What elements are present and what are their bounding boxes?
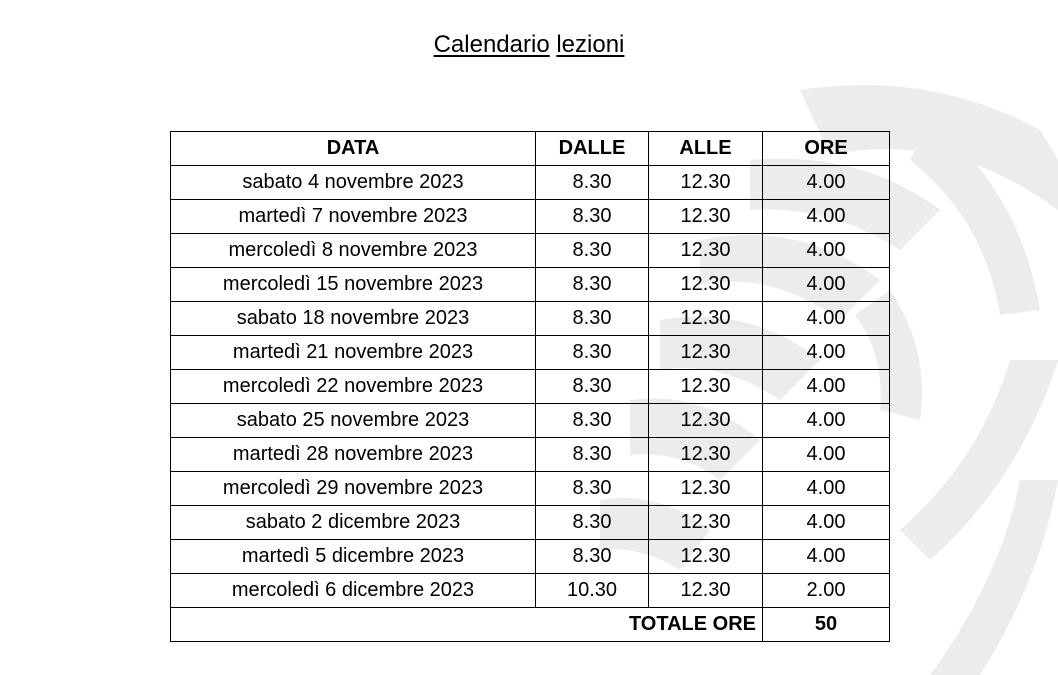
cell-date: martedì 7 novembre 2023 (171, 200, 536, 234)
cell-from: 8.30 (536, 540, 649, 574)
cell-from: 8.30 (536, 472, 649, 506)
header-hours: ORE (763, 132, 890, 166)
cell-hours: 4.00 (763, 540, 890, 574)
cell-to: 12.30 (649, 166, 763, 200)
cell-to: 12.30 (649, 268, 763, 302)
cell-date: mercoledì 15 novembre 2023 (171, 268, 536, 302)
total-label: TOTALE ORE (536, 608, 763, 642)
cell-from: 8.30 (536, 370, 649, 404)
total-blank-cell (171, 608, 536, 642)
title-part2: lezioni (556, 31, 625, 58)
table-row (171, 268, 890, 302)
cell-from: 8.30 (536, 302, 649, 336)
cell-to: 12.30 (649, 438, 763, 472)
cell-to: 12.30 (649, 574, 763, 608)
total-value: 50 (763, 608, 890, 642)
cell-from: 8.30 (536, 166, 649, 200)
cell-date: mercoledì 6 dicembre 2023 (171, 574, 536, 608)
cell-hours: 4.00 (763, 268, 890, 302)
cell-hours: 4.00 (763, 472, 890, 506)
table-row (171, 574, 890, 608)
table-row (171, 302, 890, 336)
cell-hours: 2.00 (763, 574, 890, 608)
cell-from: 8.30 (536, 404, 649, 438)
cell-hours: 4.00 (763, 200, 890, 234)
header-date: DATA (171, 132, 536, 166)
cell-from: 8.30 (536, 200, 649, 234)
cell-from: 10.30 (536, 574, 649, 608)
cell-date: sabato 4 novembre 2023 (171, 166, 536, 200)
cell-to: 12.30 (649, 302, 763, 336)
cell-date: mercoledì 29 novembre 2023 (171, 472, 536, 506)
table-row (171, 472, 890, 506)
cell-from: 8.30 (536, 336, 649, 370)
cell-hours: 4.00 (763, 234, 890, 268)
cell-to: 12.30 (649, 336, 763, 370)
table-row (171, 234, 890, 268)
cell-to: 12.30 (649, 370, 763, 404)
table-header-row (171, 132, 890, 166)
cell-to: 12.30 (649, 234, 763, 268)
cell-hours: 4.00 (763, 438, 890, 472)
header-to: ALLE (649, 132, 763, 166)
cell-date: sabato 2 dicembre 2023 (171, 506, 536, 540)
table-row (171, 404, 890, 438)
table-row (171, 370, 890, 404)
cell-to: 12.30 (649, 200, 763, 234)
cell-from: 8.30 (536, 234, 649, 268)
table-row (171, 336, 890, 370)
cell-date: mercoledì 8 novembre 2023 (171, 234, 536, 268)
cell-hours: 4.00 (763, 506, 890, 540)
cell-from: 8.30 (536, 506, 649, 540)
cell-hours: 4.00 (763, 404, 890, 438)
total-row (171, 608, 890, 642)
cell-date: martedì 5 dicembre 2023 (171, 540, 536, 574)
lesson-calendar-table (170, 131, 890, 642)
table-row (171, 166, 890, 200)
cell-to: 12.30 (649, 506, 763, 540)
cell-to: 12.30 (649, 540, 763, 574)
cell-to: 12.30 (649, 404, 763, 438)
title-part1: Calendario (433, 31, 550, 58)
cell-from: 8.30 (536, 268, 649, 302)
cell-from: 8.30 (536, 438, 649, 472)
cell-date: mercoledì 22 novembre 2023 (171, 370, 536, 404)
table-row (171, 540, 890, 574)
cell-hours: 4.00 (763, 336, 890, 370)
table-row (171, 200, 890, 234)
cell-hours: 4.00 (763, 302, 890, 336)
page-title (0, 30, 1058, 60)
cell-hours: 4.00 (763, 166, 890, 200)
table-row (171, 438, 890, 472)
cell-hours: 4.00 (763, 370, 890, 404)
cell-date: sabato 18 novembre 2023 (171, 302, 536, 336)
cell-date: sabato 25 novembre 2023 (171, 404, 536, 438)
table-row (171, 506, 890, 540)
header-from: DALLE (536, 132, 649, 166)
cell-date: martedì 21 novembre 2023 (171, 336, 536, 370)
cell-date: martedì 28 novembre 2023 (171, 438, 536, 472)
cell-to: 12.30 (649, 472, 763, 506)
